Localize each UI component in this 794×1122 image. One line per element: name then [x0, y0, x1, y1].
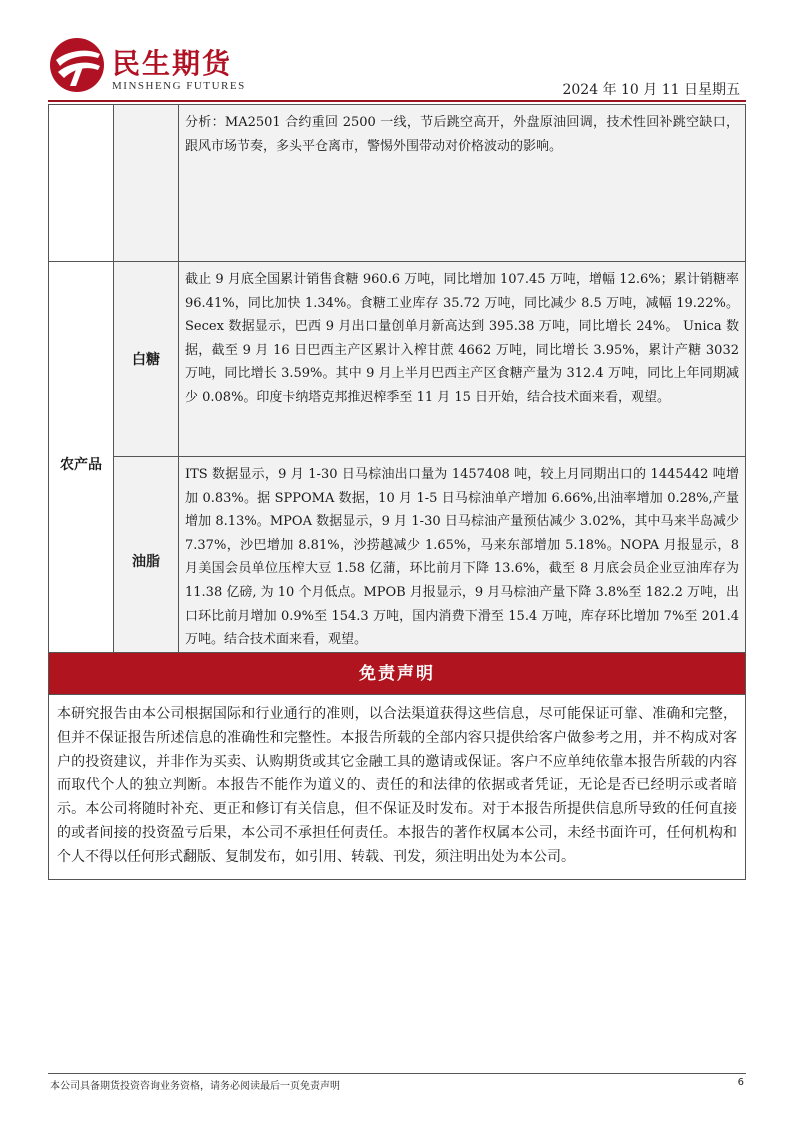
minsheng-logo-icon	[48, 36, 106, 94]
page-number: 6	[737, 1077, 744, 1088]
brand-name-cn: 民生期货	[112, 47, 233, 80]
commodity-name-cell	[114, 105, 179, 262]
table-row	[49, 457, 746, 666]
commodity-name-cell: 白糖	[114, 262, 179, 457]
header-divider	[48, 100, 746, 102]
footer-note: 本公司具备期货投资咨询业务资格，请务必阅读最后一页免责声明	[50, 1081, 340, 1092]
footer-divider	[48, 1073, 746, 1074]
category-cell: 农产品	[49, 262, 114, 666]
commodity-name-cell: 油脂	[114, 457, 179, 666]
page-header	[48, 36, 746, 102]
report-date: 2024 年 10 月 11 日星期五	[562, 82, 740, 98]
commodity-analysis-table	[48, 104, 746, 666]
commodity-analysis-text: 分析：MA2501 合约重回 2500 一线，节后跳空高开，外盘原油回调，技术性回补跳空缺口，跟风市场节奏，多头平仓离市，警惕外围带动对价格波动的影响。	[179, 105, 746, 262]
commodity-analysis-text: 截止 9 月底全国累计销售食糖 960.6 万吨，同比增加 107.45 万吨，增幅 12.6%；累计销糖率 96.41%，同比加快 1.34%。食糖工业库存 35.72 万吨，同比减少 8.5 万吨，减幅 19.22%。Secex 数据显示，巴西 9 月出口量创单月新高达到 395.38 万吨，同比增长 24%。 Unica 数据，截至 9 月 16 日巴西主产区累计入榨甘蔗 4662 万吨，同比增长 3.95%，累计产糖 3032 万吨，同比增长 3.59%。其中 9 月上半月巴西主产区食糖产量为 312.4 万吨，同比上年同期减少 0.08%。印度卡纳塔克邦推迟榨季至 11 月 15 日开始，结合技术面来看，观望。	[179, 262, 746, 457]
table-row	[49, 105, 746, 262]
commodity-analysis-text: ITS 数据显示，9 月 1-30 日马棕油出口量为 1457408 吨，较上月同期出口的 1445442 吨增加 0.83%。据 SPPOMA 数据，10 月 1-5 日马棕油单产增加 6.66%,出油率增加 0.28%,产量增加 8.13%。MPOA 数据显示，9 月 1-30 日马棕油产量预估减少 3.02%，其中马来半岛减少 7.37%，沙巴增加 8.81%，沙捞越减少 1.65%，马来东部增加 5.18%。NOPA 月报显示，8 月美国会员单位压榨大豆 1.58 亿蒲，环比前月下降 13.6%，截至 8 月底会员企业豆油库存为 11.38 亿磅, 为 10 个月低点。MPOB 月报显示，9 月马棕油产量下降 3.8%至 182.2 万吨，出口环比前月增加 0.9%至 154.3 万吨，国内消费下滑至 15.4 万吨，库存环比增加 7%至 201.4 万吨。结合技术面来看，观望。	[179, 457, 746, 666]
disclaimer-title: 免责声明	[48, 652, 746, 694]
table-row	[49, 262, 746, 457]
disclaimer-body: 本研究报告由本公司根据国际和行业通行的准则，以合法渠道获得这些信息，尽可能保证可靠、准确和完整，但并不保证报告所述信息的准确性和完整性。本报告所载的全部内容只提供给客户做参考之用，并不构成对客户的投资建议，并非作为买卖、认购期货或其它金融工具的邀请或保证。客户不应单纯依靠本报告所载的内容而取代个人的独立判断。本报告不能作为道义的、责任的和法律的依据或者凭证，无论是否已经明示或者暗示。本公司将随时补充、更正和修订有关信息，但不保证及时发布。对于本报告所提供信息所导致的任何直接的或者间接的投资盈亏后果，本公司不承担任何责任。本报告的著作权属本公司，未经书面许可，任何机构和个人不得以任何形式翻版、复制发布，如引用、转载、刊发，须注明出处为本公司。	[48, 694, 746, 880]
category-cell-continued	[49, 105, 114, 262]
brand-name-en: MINSHENG FUTURES	[112, 80, 246, 92]
